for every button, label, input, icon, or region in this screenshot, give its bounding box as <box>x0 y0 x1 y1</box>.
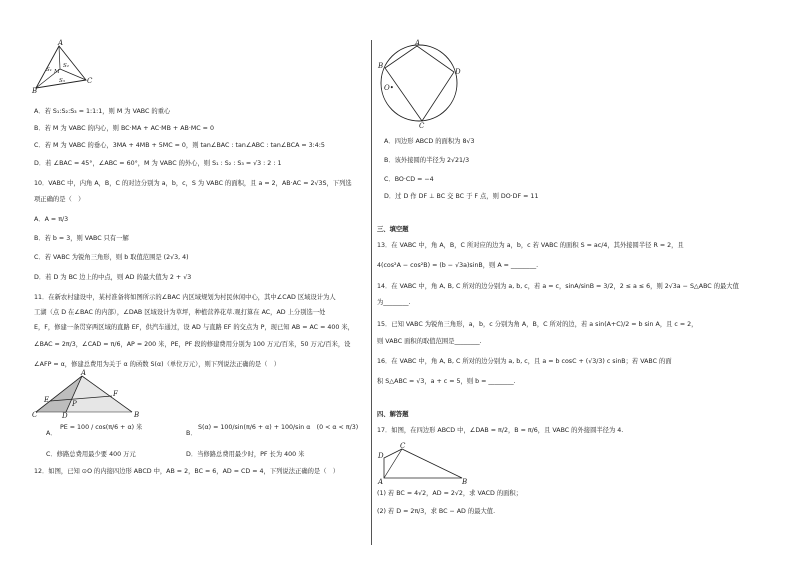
q9-option-d: D．若 ∠BAC = 45°，∠ABC = 60°，M 为 VABC 的外心，则 S₁ : S₂ : S₃ = √3 : 2 : 1 <box>34 160 282 167</box>
q14-line2: 为________. <box>377 299 411 306</box>
fig2-label-f: F <box>113 390 118 398</box>
fig4-label-a: A <box>378 478 384 486</box>
fig2-label-e: E <box>44 396 50 404</box>
q11-line4: ∠BAC = 2π/3，∠CAD = π/6，AP = 200 米，PE，PF 段的修建费用分别为 100 万元/百米，50 万元/百米，设 <box>34 341 351 348</box>
q11-line3: E，F，修建一条贯穿两区域的直路 EF，供汽车通过，设 AD 与直路 EF 的交点为 P，现已知 AB = AC = 400 米， <box>34 324 354 331</box>
q11-line5: ∠AFP = α，修建总费用为关于 α 的函数 S(α)（单位万元），则下列说法正确的是（ ） <box>34 361 281 368</box>
lake-region-figure <box>32 369 144 420</box>
fig2-label-b: B <box>134 411 140 419</box>
q10-stem-line1: 10．VABC 中，内角 A，B，C 的对边分别为 a，b，c，S 为 VABC 的面积，且 a = 2，AB·AC = 2√3S，下列选 <box>34 180 352 187</box>
fig3-label-c: C <box>419 122 425 130</box>
q12-option-a: A．四边形 ABCD 的面积为 8√3 <box>384 138 475 145</box>
q10-stem-line2: 项正确的是（ ） <box>34 196 85 203</box>
q16-line1: 16．在 VABC 中，角 A, B, C 所对的边分别为 a, b, c，且 a = b cosC + (√3/3) c sinB；若 VABC 的面 <box>377 358 672 365</box>
fig3-label-o: O• <box>384 84 394 92</box>
fig4-label-b: B <box>462 478 468 486</box>
q15-line2: 则 VABC 面积的取值范围是________. <box>377 338 482 345</box>
q10-option-a: A．A = π/3 <box>34 216 69 223</box>
fig4-label-d: D <box>378 452 384 460</box>
quadrilateral-abcd-figure <box>378 444 470 484</box>
q9-option-b: B．若 M 为 VABC 的内心，则 BC·MA + AC·MB + AB·MC = 0 <box>34 125 214 132</box>
fig3-label-b: B <box>378 62 384 70</box>
section-solution-title: 四、解答题 <box>377 411 409 418</box>
fig2-label-c: C <box>32 411 38 419</box>
q9-option-c: C．若 M 为 VABC 的垂心，3MA + 4MB + 5MC = 0，则 tan∠BAC : tan∠ABC : tan∠BCA = 3:4:5 <box>34 142 325 149</box>
q11-option-b-label: B． <box>186 430 197 437</box>
fig4-label-c: C <box>400 442 406 450</box>
fig1-label-s1: S₁ <box>46 67 52 73</box>
fig2-label-p: P <box>72 400 77 408</box>
q10-option-b: B．若 b = 3，则 VABC 只有一解 <box>34 235 129 242</box>
q10-option-c: C．若 VABC 为锐角三角形，则 b 取值范围是 (2√3, 4) <box>34 254 189 261</box>
q12-stem: 12．如图，已知 ⊙O 的内接四边形 ABCD 中，AB = 2，BC = 6，AD = CD = 4，下列说法正确的是（ ） <box>34 468 340 475</box>
q10-option-d: D．若 D 为 BC 边上的中点，则 AD 的最大值为 2 + √3 <box>34 274 192 281</box>
q14-line1: 14．在 VABC 中，角 A, B, C 所对的边分别为 a, b, c，若 a = c，sinA/sinB = 3/2，2 ≤ a ≤ 6，则 2√3a − S△ABC 的最大值 <box>377 283 739 290</box>
q12-option-b: B．该外接圆的半径为 2√21/3 <box>384 157 470 164</box>
q11-option-a-label: A． <box>46 430 57 437</box>
fig1-label-s2: S₂ <box>63 63 69 69</box>
cyclic-quadrilateral-figure <box>376 40 466 128</box>
q16-line2: 积 S△ABC = √3，a + c = 5，则 b = ________. <box>377 378 516 385</box>
q9-option-a: A．若 S₁:S₂:S₃ = 1:1:1，则 M 为 VABC 的重心 <box>34 108 171 115</box>
q12-option-d: D．过 D 作 DF ⊥ BC 交 BC 于 F 点，则 DO·DF = 11 <box>384 193 539 200</box>
q11-line1: 11．在新农村建设中，某村准备将如图所示的∠BAC 内区域规划为村民休闲中心，其中∠CAD 区域设计为人 <box>34 294 336 301</box>
q15-line1: 15．已知 VABC 为锐角三角形，a，b，c 分别为角 A，B，C 所对的边，若 a sin(A+C)/2 = b sin A，且 c = 2， <box>377 321 698 328</box>
column-divider <box>371 40 372 545</box>
q17-stem: 17．如图，在四边形 ABCD 中，∠DAB = π/2，B = π/6，且 VABC 的外接圆半径为 4. <box>377 427 624 434</box>
q11-option-d: D．当修路总费用最少时，PF 长为 400 米 <box>186 451 305 458</box>
fig2-label-a: A <box>81 369 87 377</box>
q11-option-a-expr: PE = 100 / cos(π/6 + α) 米 <box>60 424 143 431</box>
fig1-label-a: A <box>58 39 64 47</box>
q17-part1: (1) 若 BC = 4√2，AD = 2√2，求 VACD 的面积； <box>377 490 523 497</box>
q13-line2: 4(cos²A − cos²B) = (b − √3a)sinB，则 A = ________. <box>377 262 539 269</box>
q11-line2: 工湖（点 D 在∠BAC 的内部），∠DAB 区域设计为草坪，种植营养花草.观打算在 AC，AD 上分别选一处 <box>34 309 326 316</box>
fig3-label-a: A <box>415 39 421 47</box>
q13-line1: 13．在 VABC 中，角 A，B，C 所对应的边为 a，b，c 若 VABC 的面积 S = ac/4，其外接圆半径 R = 2，且 <box>377 242 684 249</box>
q11-option-b-expr: S(α) = 100/sin(π/6 + α) + 100/sin α (0 < α < π/3) <box>198 424 359 431</box>
fig1-label-m: M <box>54 69 60 75</box>
fig3-label-d: D <box>455 68 461 76</box>
fig2-label-d: D <box>62 412 68 420</box>
triangle-m-figure <box>32 39 93 95</box>
fig1-label-s3: S₃ <box>59 78 65 84</box>
q17-part2: (2) 若 D = 2π/3，求 BC − AD 的最大值. <box>377 508 496 515</box>
fig1-label-b: B <box>32 87 38 95</box>
q11-option-c: C．修路总费用最少要 400 万元 <box>46 451 136 458</box>
section-fill-in-title: 三、填空题 <box>377 226 409 233</box>
fig1-label-c: C <box>87 77 93 85</box>
q12-option-c: C．BO·CD = −4 <box>384 176 434 183</box>
